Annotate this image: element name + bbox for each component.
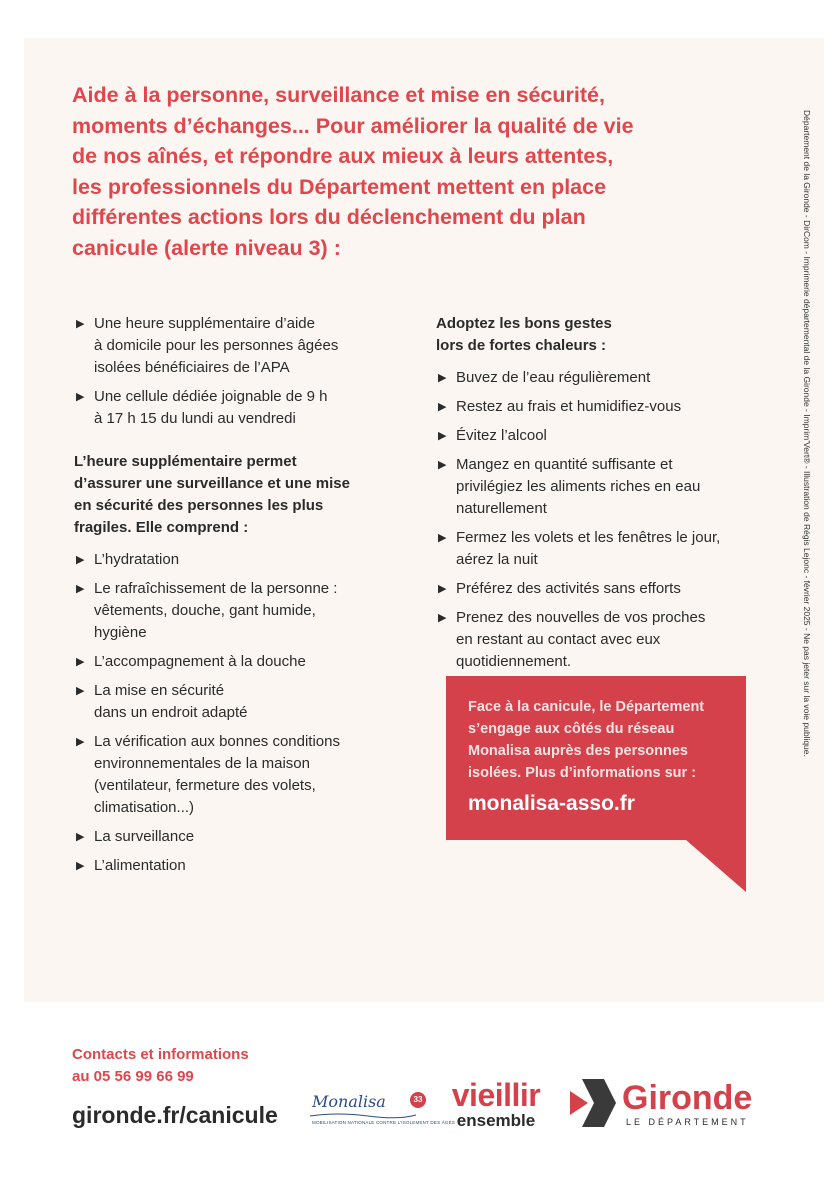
triangle-bullet-icon: ▶ xyxy=(76,554,85,566)
triangle-bullet-icon: ▶ xyxy=(76,831,85,843)
triangle-bullet-icon: ▶ xyxy=(76,860,85,872)
triangle-bullet-icon: ▶ xyxy=(76,736,85,748)
monalisa-logo-tagline: MOBILISATION NATIONALE CONTRE L’ISOLEMENT DES ÂGÉS xyxy=(312,1120,456,1125)
contacts-info: Contacts et informations au 05 56 99 66 99 xyxy=(72,1046,249,1085)
gironde-logo-name: Gironde xyxy=(622,1079,753,1117)
speech-bubble-callout xyxy=(446,676,746,840)
list-item: ▶ Évitez l’alcool xyxy=(438,427,547,444)
list-item: ▶ L’hydratation xyxy=(76,551,180,568)
canicule-url-link[interactable]: gironde.fr/canicule xyxy=(72,1102,278,1128)
triangle-bullet-icon: ▶ xyxy=(438,372,447,384)
measures-list xyxy=(74,313,394,430)
triangle-bullet-icon: ▶ xyxy=(438,612,447,624)
monalisa-logo-badge: 33 xyxy=(410,1092,426,1108)
triangle-bullet-icon: ▶ xyxy=(76,583,85,595)
list-item: ▶ L’accompagnement à la douche xyxy=(76,653,306,670)
monalisa-logo-script: Monalisa xyxy=(312,1092,386,1111)
tips-list xyxy=(436,367,746,673)
list-item: ▶ Buvez de l’eau régulièrement xyxy=(438,369,651,386)
list-item: ▶ L’alimentation xyxy=(76,857,186,874)
list-item: ▶ Une heure supplémentaire d’aide à domicile pour les personnes âgées isolées bénéficiaires de l’APA xyxy=(76,315,339,376)
list-item: ▶ Fermez les volets et les fenêtres le jour, aérez la nuit xyxy=(438,529,721,568)
list-item: ▶ La mise en sécurité dans un endroit adapté xyxy=(76,682,248,721)
callout-text: Face à la canicule, le Département s’engage aux côtés du réseau Monalisa auprès des personnes isolées. Plus d’informations sur : xyxy=(468,699,705,781)
gironde-logo xyxy=(568,1075,768,1135)
list-item: ▶ Préférez des activités sans efforts xyxy=(438,580,681,597)
monalisa-link[interactable]: monalisa-asso.fr xyxy=(468,792,635,815)
left-column xyxy=(74,313,394,884)
intro-heading: Aide à la personne, surveillance et mise en sécurité, moments d’échanges... Pour améliorer la qualité de vie de nos aînés, et répondre aux mieux à leurs attentes, les professionnels du Département mettent en place différentes actions lors du déclenchement du plan canicule (alerte niveau 3) : xyxy=(72,83,634,260)
triangle-bullet-icon: ▶ xyxy=(438,401,447,413)
list-item: ▶ Mangez en quantité suffisante et privilégiez les aliments riches en eau naturellement xyxy=(438,456,701,517)
hour-contents-list xyxy=(74,549,394,877)
list-item: ▶ Le rafraîchissement de la personne : vêtements, douche, gant humide, hygiène xyxy=(76,580,338,641)
speech-bubble-tail xyxy=(686,840,746,892)
gironde-mark-icon xyxy=(568,1075,618,1131)
list-item: ▶ Restez au frais et humidifiez-vous xyxy=(438,398,682,415)
section-subheading: L’heure supplémentaire permet d’assurer une surveillance et une mise en sécurité des personnes les plus fragiles. Elle comprend : xyxy=(74,453,350,536)
triangle-bullet-icon: ▶ xyxy=(438,430,447,442)
list-item: ▶ Une cellule dédiée joignable de 9 h à 17 h 15 du lundi au vendredi xyxy=(76,388,328,427)
triangle-bullet-icon: ▶ xyxy=(438,583,447,595)
monalisa-logo xyxy=(308,1086,456,1132)
list-item: ▶ La vérification aux bonnes conditions environnementales de la maison (ventilateur, fermeture des volets, climatisation...) xyxy=(76,733,340,816)
list-item: ▶ La surveillance xyxy=(76,828,195,845)
triangle-bullet-icon: ▶ xyxy=(438,532,447,544)
triangle-bullet-icon: ▶ xyxy=(76,391,85,403)
vieillir-logo-sub: ensemble xyxy=(456,1111,536,1130)
triangle-bullet-icon: ▶ xyxy=(76,656,85,668)
triangle-bullet-icon: ▶ xyxy=(76,685,85,697)
tips-heading: Adoptez les bons gestes lors de fortes chaleurs : xyxy=(436,315,612,354)
triangle-bullet-icon: ▶ xyxy=(438,459,447,471)
vieillir-ensemble-logo xyxy=(434,1078,558,1130)
right-column xyxy=(436,313,746,680)
list-item: ▶ Prenez des nouvelles de vos proches en restant au contact avec eux quotidiennement. xyxy=(438,609,706,670)
side-credit: Département de la Gironde - DirCom - Imprimerie départemental de la Gironde - Imprim’Vert® - Illustration de Régis Lejonc - février 2025 - Ne pas jeter sur la voie publique. xyxy=(802,110,812,757)
gironde-logo-sub: LE DÉPARTEMENT xyxy=(626,1117,749,1127)
triangle-bullet-icon: ▶ xyxy=(76,318,85,330)
vieillir-logo-main: vieillir xyxy=(451,1077,541,1113)
